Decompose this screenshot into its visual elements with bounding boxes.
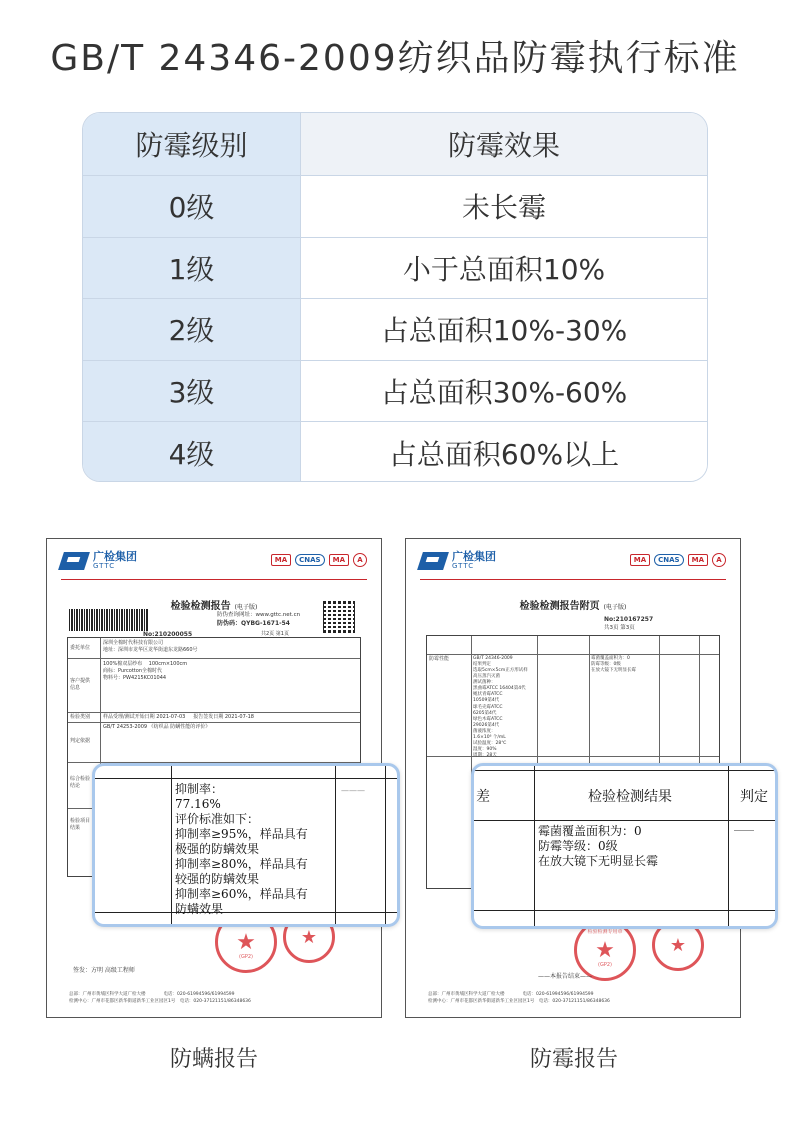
grade-level: 3级 [83,361,301,422]
cma-mark-icon: MA [329,554,349,566]
mold-grade-table [82,112,708,482]
cnas-mark-icon: CNAS [295,554,324,566]
mite-report-caption: 防螨报告 [169,1047,258,1072]
report-dates: 样品受理/测试开始日期 2021-07-03 报告签发日期 2021-07-18 [103,714,254,720]
logo-en: GTTC [452,562,475,570]
inspection-stamp-icon: ★ 检验检测专用章 (GP2) [574,919,636,981]
header-effect: 防霉效果 [301,113,707,175]
zoom-left-col: 差 [476,789,490,805]
grade-row [83,360,707,422]
report-number: No:210200055 [143,631,193,638]
zoom-judge-header: 判定 [740,789,768,805]
signer: 签发：方明 高级工程师 [73,967,135,974]
report-footer: 总部：广州市黄埔区科学大道广检大楼 电话：020-61994596/61994599 检测中心：广州市花都区新华街道新华工业区园区1号 电话：020-37121151/86348636 [69,992,251,1005]
mite-result-magnifier [92,763,400,927]
header-level: 防霉级别 [83,113,301,175]
grade-level: 2级 [83,299,301,360]
cma-mark-icon: MA [630,554,650,566]
report-header [61,551,367,577]
result-dash [734,830,754,831]
mite-inhibition-result: 抑制率： 77.16% 评价标准如下： 抑制率≥95%，样品具有 极强的防螨效果 抑制率≥80%，样品具有 较强的防螨效果 抑制率≥60%，样品具有 防螨效果 [175,782,308,916]
logo-cn: 广检集团 [93,550,137,563]
inspection-stamp-icon: ★ [652,919,704,971]
gttc-logo [420,551,496,570]
report-footer: 总部：广州市黄埔区科学大道广检大楼 电话：020-61994596/61994599 检测中心：广州市花都区新华街道新华工业区园区1号 电话：020-37121151/86348636 [428,992,610,1005]
report-table: 委托单位 深圳全棉时代科技有限公司 地址：深圳市龙华区龙华街道东龙路660号 客户提供 信息 100%棉双层纱布 100cm×100cm 商标：Purcotton全棉时代 物料号：PW4215KC01044 检验类别 样品受理/测试开始日期 2021-07-03 报告签发日期 2021-07-18 GB/T 24253-2009 《纺织品 防螨性能的评价》 判定依据 综合检验 结论 检验项目 结果 [67,637,361,877]
grade-row [83,237,707,299]
test-result-small: 霉菌覆盖面积为：0 防霉等级：0级 在放大镜下无明显长霉 [591,656,636,674]
header-rule [420,579,726,580]
cma-mark-icon: MA [688,554,708,566]
header-rule [61,579,367,580]
cal-mark-icon: A [712,553,726,567]
barcode-icon [69,609,149,631]
gttc-logo [61,551,137,570]
mold-result-magnifier [471,763,778,929]
grade-level: 1级 [83,238,301,299]
report-end: ——本报告结束—— [538,973,593,980]
sample-info: 100%棉双层纱布 100cm×100cm 商标：Purcotton全棉时代 物料号：PW4215KC01044 [103,661,188,681]
result-dash: ——— [341,786,365,795]
mold-coverage-result: 霉菌覆盖面积为：0 防霉等级：0级 在放大镜下无明显长霉 [538,824,659,868]
report-meta: No:210167257 共3页 第3页 [604,616,654,632]
grade-level: 0级 [83,176,301,237]
mold-report-caption: 防霉报告 [529,1047,618,1072]
gttc-logo-icon [417,552,449,570]
grade-row [83,421,707,482]
grade-effect: 占总面积10%-30% [301,299,707,360]
cnas-mark-icon: CNAS [654,554,683,566]
inspection-stamp-icon: ★ [283,911,335,963]
test-standard: GB/T 24253-2009 《纺织品 防螨性能的评价》 [103,724,211,730]
zoom-result-header: 检验检测结果 [588,789,672,805]
report-title: 检验检测报告 (电子版) [170,601,258,612]
report-page: 共2页 第1页 [261,631,289,637]
grade-effect: 小于总面积10% [301,238,707,299]
grade-row [83,298,707,360]
cert-marks [271,553,367,567]
gttc-logo-icon [58,552,90,570]
inspection-stamp-icon: ★ (GP2) [215,911,277,973]
report-title: 检验检测报告附页 (电子版) [519,601,627,612]
test-item: 防霉性能 [429,656,450,662]
grade-effect: 未长霉 [301,176,707,237]
cal-mark-icon: A [353,553,367,567]
test-method: GB/T 24346-2009 结果判定 选取5cm×5cm正方形试样 高压蒸汽灭菌 测试菌种： 黑曲霉ATCC 16404第4代 绳状青霉ATCC 10509第4代 球毛壳霉ATCC 6205第4代 绿色木霉ATCC 29026第4代 菌液浓度： 1.6×10⁶ 个/mL 试验温度：28℃ 湿度：90% 周期：28天 [473,656,528,758]
client-address: 地址：深圳市龙华区龙华街道东龙路660号 [103,647,198,653]
grade-effect: 占总面积60%以上 [301,422,707,482]
grade-level: 4级 [83,422,301,482]
report-header [420,551,726,577]
client-name: 深圳全棉时代科技有限公司 [103,640,164,646]
cma-mark-icon: MA [271,554,291,566]
cert-marks [630,553,726,567]
grade-row [83,175,707,237]
logo-en: GTTC [93,562,116,570]
grade-effect: 占总面积30%-60% [301,361,707,422]
page-title: GB/T 24346-2009纺织品防霉执行标准 [50,38,740,79]
logo-cn: 广检集团 [452,550,496,563]
report-meta: 防伪查询网址：www.gttc.net.cn 防伪码：QYBG-1671-54 [217,612,301,628]
grade-table-header [83,113,707,175]
